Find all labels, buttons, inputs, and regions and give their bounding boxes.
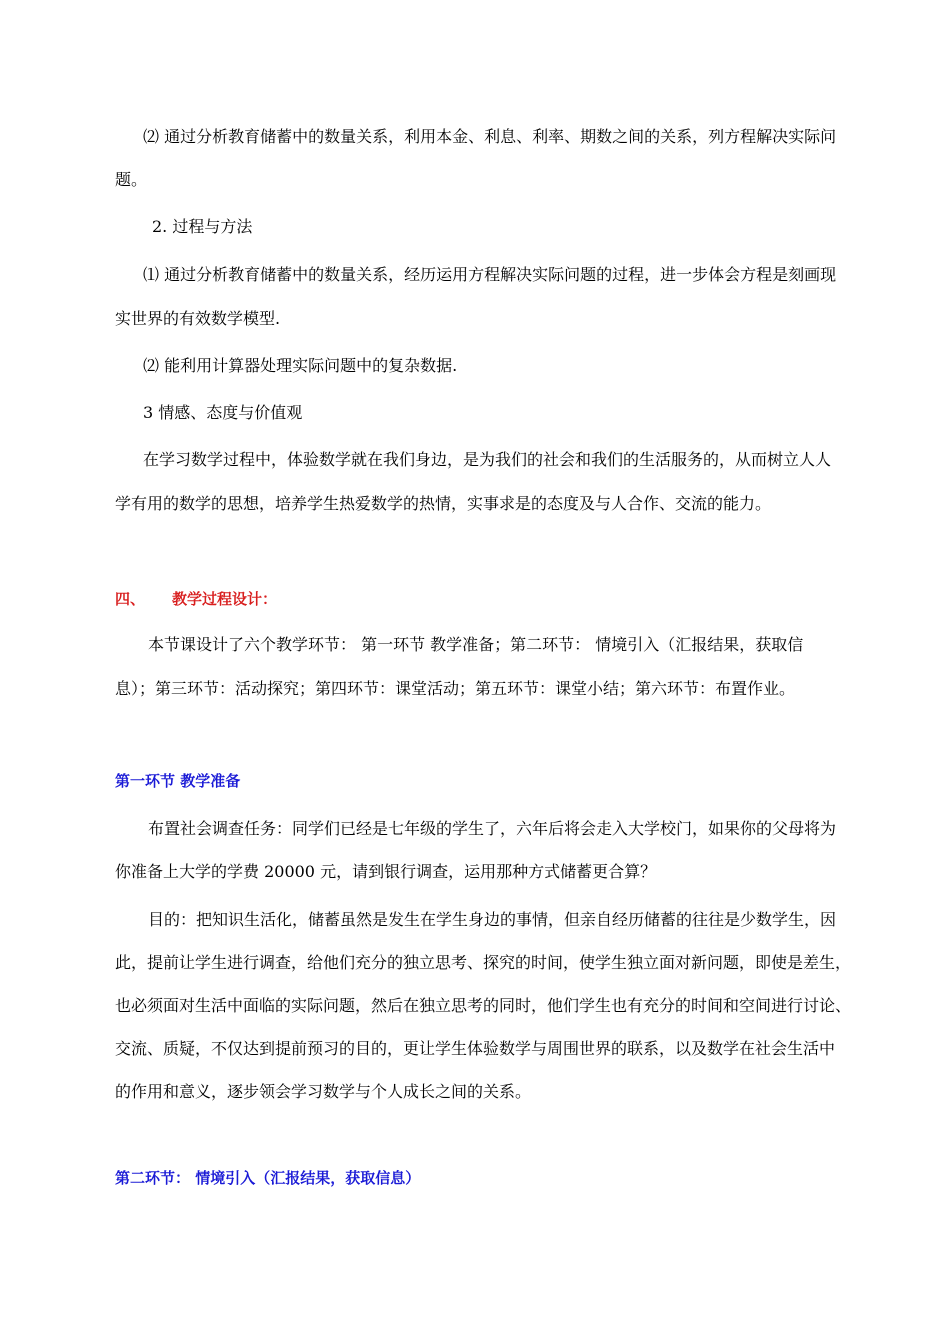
stage-1-purpose-line-3: 也必须面对生活中面临的实际问题，然后在独立思考的同时，他们学生也有充分的时间和空间进行讨论、 bbox=[115, 996, 852, 1015]
stage-1-task-line-2: 你准备上大学的学费 20000 元，请到银行调查，运用那种方式储蓄更合算？ bbox=[115, 862, 657, 881]
stage-2-heading: 第二环节： 情境引入（汇报结果，获取信息） bbox=[115, 1169, 421, 1187]
stage-1-purpose-line-5: 的作用和意义，逐步领会学习数学与个人成长之间的关系。 bbox=[115, 1082, 532, 1101]
section-4-intro-line-2: 息）；第三环节：活动探究；第四环节：课堂活动；第五环节：课堂小结；第六环节：布置作业。 bbox=[115, 679, 796, 698]
process-item-1-line-1: ⑴ 通过分析教育储蓄中的数量关系，经历运用方程解决实际问题的过程，进一步体会方程是刻画现 bbox=[143, 265, 837, 284]
process-item-1-line-2: 实世界的有效数学模型. bbox=[115, 309, 281, 328]
section-4-number: 四、 bbox=[115, 590, 146, 608]
goal-item-2-line-1: ⑵ 通过分析教育储蓄中的数量关系，利用本金、利息、利率、期数之间的关系，列方程解决实际问 bbox=[143, 127, 837, 146]
stage-1-heading: 第一环节 教学准备 bbox=[115, 772, 241, 790]
stage-1-purpose-line-4: 交流、质疑，不仅达到提前预习的目的，更让学生体验数学与周围世界的联系，以及数学在社会生活中 bbox=[115, 1039, 836, 1058]
process-item-2: ⑵ 能利用计算器处理实际问题中的复杂数据. bbox=[143, 356, 458, 375]
section-4-intro-line-1: 本节课设计了六个教学环节： 第一环节 教学准备；第二环节： 情境引入（汇报结果，获取信 bbox=[148, 635, 804, 654]
goal-item-2-line-2: 题。 bbox=[115, 170, 148, 189]
stage-1-purpose-line-1: 目的：把知识生活化，储蓄虽然是发生在学生身边的事情，但亲自经历储蓄的往往是少数学生，因 bbox=[148, 910, 837, 929]
section-4-title: 教学过程设计： bbox=[172, 590, 278, 608]
emotion-paragraph-line-1: 在学习数学过程中，体验数学就在我们身边，是为我们的社会和我们的生活服务的，从而树立人人 bbox=[143, 450, 832, 469]
process-heading: 2. 过程与方法 bbox=[152, 217, 253, 236]
emotion-paragraph-line-2: 学有用的数学的思想，培养学生热爱数学的热情，实事求是的态度及与人合作、交流的能力。 bbox=[115, 494, 772, 513]
stage-1-purpose-line-2: 此，提前让学生进行调查，给他们充分的独立思考、探究的时间，使学生独立面对新问题，即使是差生， bbox=[115, 953, 852, 972]
emotion-heading: 3 情感、态度与价值观 bbox=[143, 403, 303, 422]
stage-1-task-line-1: 布置社会调查任务：同学们已经是七年级的学生了，六年后将会走入大学校门，如果你的父母将为 bbox=[148, 819, 837, 838]
